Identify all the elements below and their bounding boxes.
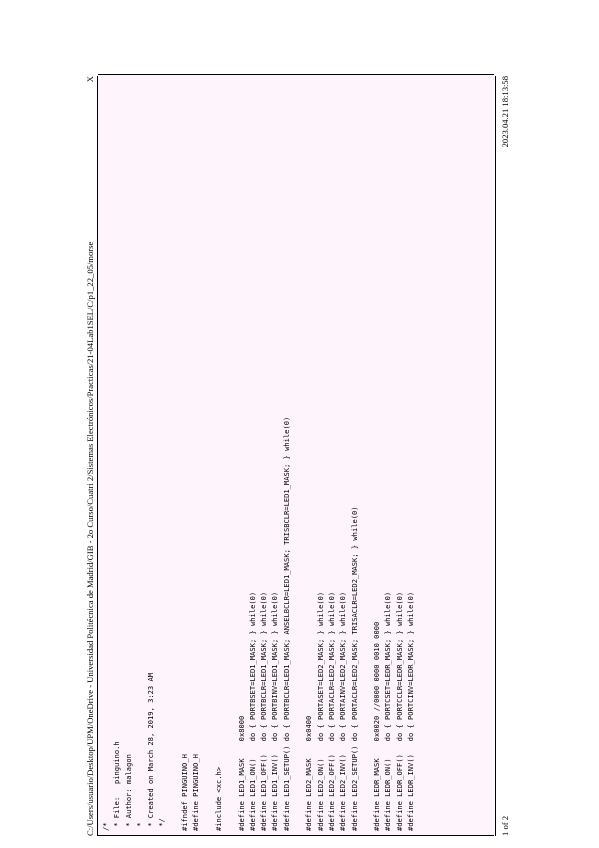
close-icon[interactable]: X [85,76,95,83]
code-line: #define LED2_ON() do { PORTASET=LED2_MASK; } while(0) [315,591,325,831]
page-header [84,76,98,836]
code-line: #define LED1_OFF() do { PORTBCLR=LED1_MASK; } while(0) [259,591,269,831]
code-area [98,76,494,836]
code-line: #define LEDR_MASK 0x0020 //0000 0000 0010 0000 [372,621,382,831]
code-line: #define LEDR_OFF() do { PORTCCLR=LEDR_MASK; } while(0) [394,591,404,831]
code-line [292,417,303,831]
page-indicator: 1 of 2 [500,815,510,836]
code-line [224,417,235,831]
code-line: #define PINGUINO_H [191,754,201,831]
code-line [168,417,179,831]
code-line: #define LED1_ON() do { PORTBSET=LED1_MASK; } while(0) [247,591,257,831]
code-line: * [134,822,144,831]
code-line: #define LED2_OFF() do { PORTACLR=LED2_MASK; } while(0) [326,591,336,831]
code-line: #include <xc.h> [213,766,223,831]
code-line: #define LEDR_INV() do { PORTCINV=LEDR_MASK; } while(0) [406,591,416,831]
code-line: #define LED1_SETUP() do { PORTBCLR=LED1_MASK; ANSELBCLR=LED1_MASK; TRISBCLR=LED1_MASK; } while(0) [281,416,291,831]
print-timestamp: 2023.04.21 18:13:58 [500,76,510,148]
code-line: #define LEDR_ON() do { PORTCSET=LEDR_MASK; } while(0) [383,591,393,831]
code-line: /* [101,822,110,831]
printed-page [84,76,514,836]
code-line: * File: pinguino.h [112,741,122,831]
code-line: * Author: malagon [123,754,133,831]
code-line: #ifndef PINGUINO_H [180,754,190,831]
code-panel [98,74,494,836]
code-line: #define LED1_INV() do { PORTBINV=LED1_MASK; } while(0) [270,591,280,831]
code-line: #define LED1_MASK 0x8000 [236,715,246,831]
code-line [202,417,213,831]
code-line: #define LED2_SETUP() do { PORTACLR=LED2_MASK; TRISACLR=LED2_MASK; } while(0) [349,506,359,831]
code-line: */ [157,818,167,831]
page-footer [495,76,514,836]
code-line [360,417,371,831]
code-line: #define LED2_INV() do { PORTAINV=LED2_MASK; } while(0) [338,591,348,831]
code-line: * Created on March 28, 2019, 3:23 AM [146,672,156,831]
code-line: #define LED2_MASK 0x0400 [304,715,314,831]
code-listing [100,417,416,831]
file-path: C:/Users/usuario/Desktop/UPM/OneDrive - Universidad Politécnica de Madrid/GIB - 2o Curso/Cuatri 2/Sistemas Electrónicos/Practicas/21-04Lab1SEL/C/p1_22_05/morse [85,241,95,836]
